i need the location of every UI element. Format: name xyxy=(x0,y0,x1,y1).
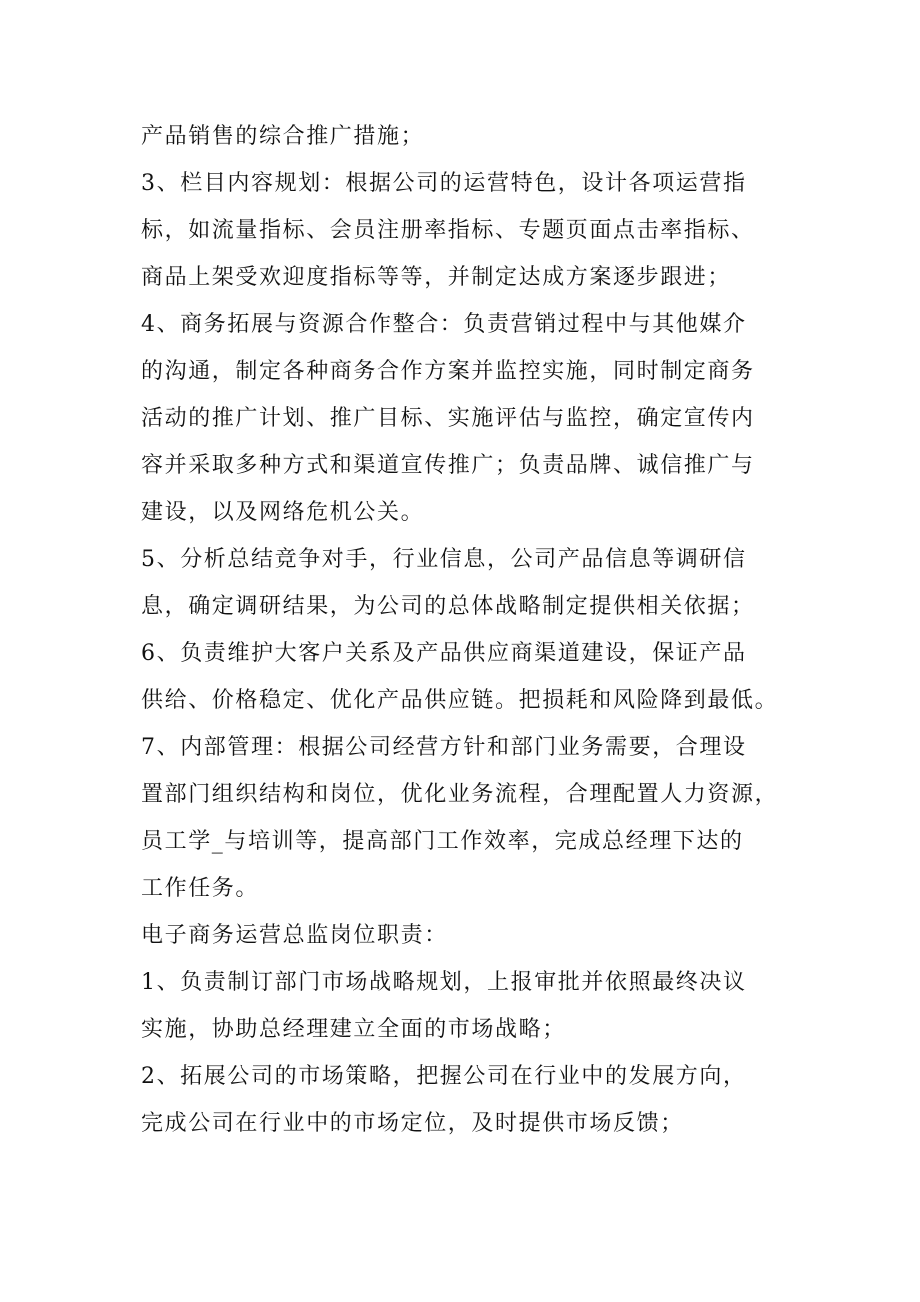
text-line: 4、商务拓展与资源合作整合：负责营销过程中与其他媒介 xyxy=(141,312,747,337)
text-line: 建设，以及网络危机公关。 xyxy=(141,500,425,525)
text-line: 完成公司在行业中的市场定位，及时提供市场反馈； xyxy=(141,1111,684,1136)
document-body xyxy=(141,113,801,1147)
text-line: 商品上架受欢迎度指标等等，并制定达成方案逐步跟进； xyxy=(141,265,732,290)
text-line: 2、拓展公司的市场策略，把握公司在行业中的发展方向， xyxy=(141,1064,747,1089)
text-line: 6、负责维护大客户关系及产品供应商渠道建设，保证产品 xyxy=(141,641,747,666)
text-line: 产品销售的综合推广措施； xyxy=(141,124,425,149)
text-line: 活动的推广计划、推广目标、实施评估与监控，确定宣传内 xyxy=(141,406,755,431)
text-line: 置部门组织结构和岗位，优化业务流程，合理配置人力资源， xyxy=(141,782,779,807)
text-line: 员工学_与培训等，提高部门工作效率，完成总经理下达的 xyxy=(141,829,744,854)
text-line: 的沟通，制定各种商务合作方案并监控实施，同时制定商务 xyxy=(141,359,755,384)
section-heading: 电子商务运营总监岗位职责： xyxy=(141,923,448,948)
text-line: 容并采取多种方式和渠道宣传推广；负责品牌、诚信推广与 xyxy=(141,453,755,478)
text-line: 息，确定调研结果，为公司的总体战略制定提供相关依据； xyxy=(141,594,755,619)
text-line: 1、负责制订部门市场战略规划，上报审批并依照最终决议 xyxy=(141,970,747,995)
text-line: 标，如流量指标、会员注册率指标、专题页面点击率指标、 xyxy=(141,218,755,243)
text-line: 工作任务。 xyxy=(141,876,260,901)
text-line: 7、内部管理：根据公司经营方针和部门业务需要，合理设 xyxy=(141,735,747,760)
text-line: 3、栏目内容规划：根据公司的运营特色，设计各项运营指 xyxy=(141,171,747,196)
text-line: 供给、价格稳定、优化产品供应链。把损耗和风险降到最低。 xyxy=(141,688,779,713)
text-line: 5、分析总结竞争对手，行业信息，公司产品信息等调研信 xyxy=(141,547,747,572)
text-line: 实施，协助总经理建立全面的市场战略； xyxy=(141,1017,566,1042)
